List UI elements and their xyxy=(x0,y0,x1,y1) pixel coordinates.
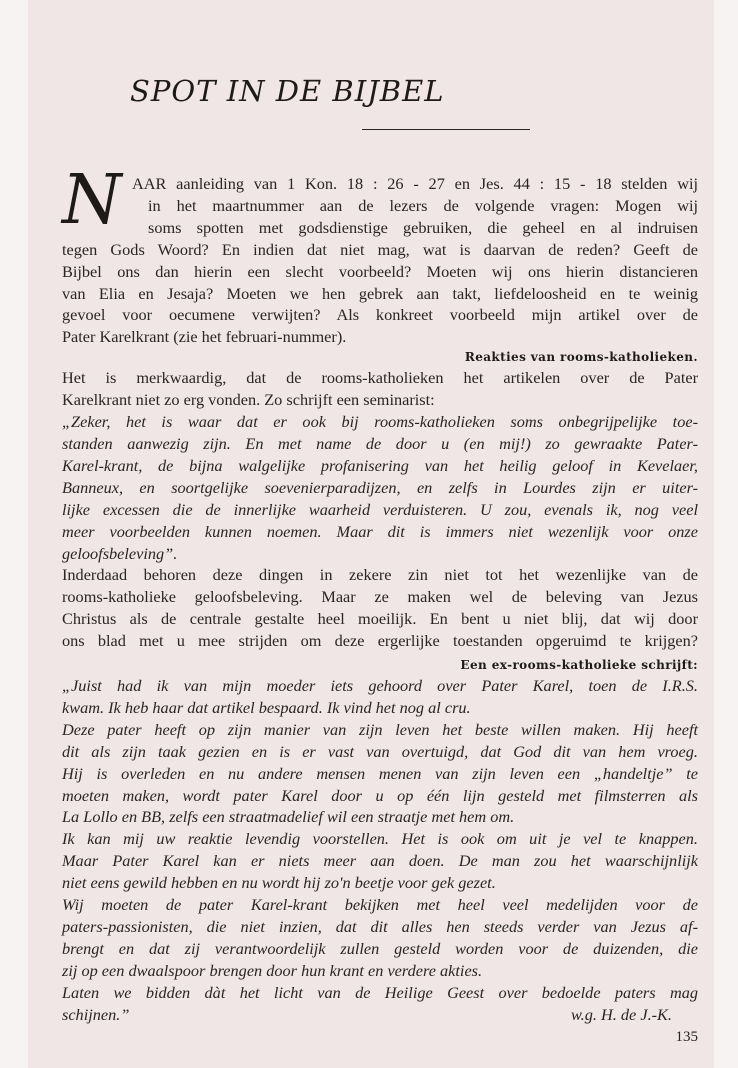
text-line: Ik kan mij uw reaktie levendig voorstellen. Het is ook om uit je vel te knappen. xyxy=(62,829,698,849)
text-line: tegen Gods Woord? En indien dat niet mag, wat is daarvan de reden? Geeft de xyxy=(62,239,698,259)
text-line: Pater Karelkrant (zie het februari-nummer). xyxy=(62,327,347,347)
text-line: van Elia en Jesaja? Moeten we hen gebrek aan takt, liefdeloosheid en te weinig xyxy=(62,283,698,303)
text-line: AAR aanleiding van 1 Kon. 18 : 26 - 27 en Jes. 44 : 15 - 18 stelden wij xyxy=(132,174,698,193)
text-line: ons blad met u mee strijden om deze ergerlijke toestanden opgeruimd te krijgen? xyxy=(62,631,698,651)
section-heading-ex-rooms-katholieke: Een ex-rooms-katholieke schrijft: xyxy=(460,658,698,673)
text-line: Maar Pater Karel kan er niets meer aan doen. De man zou het waarschijnlijk xyxy=(62,851,698,871)
text-line: Deze pater heeft op zijn manier van zijn leven het beste willen maken. Hij heeft xyxy=(62,719,698,739)
text-line: Het is merkwaardig, dat de rooms-katholieken het artikelen over de Pater xyxy=(62,368,698,388)
article-title: SPOT IN DE BIJBEL xyxy=(130,74,445,108)
text-line: Bijbel ons dan hierin een slecht voorbeeld? Moeten wij ons hierin distancieren xyxy=(62,261,698,281)
text-line: Hij is overleden en nu andere mensen menen van zijn leven een „handeltje” te xyxy=(62,763,698,783)
text-line: Karel-krant, de bijna walgelijke profanisering van het heilig geloof in Kevelaer, xyxy=(62,455,698,475)
section-heading-reakties: Reakties van rooms-katholieken. xyxy=(464,350,698,365)
text-line: standen aanwezig zijn. En met name de door u (en mij!) zo gewraakte Pater- xyxy=(62,433,698,453)
text-line: Laten we bidden dàt het licht van de Heilige Geest over bedoelde paters mag xyxy=(62,982,698,1002)
text-line: meer voorbeelden kunnen noemen. Maar dit is immers niet wezenlijk voor onze xyxy=(62,521,698,541)
text-line: in het maartnummer aan de lezers de volgende vragen: Mogen wij xyxy=(148,195,698,215)
text-line: lijke excessen die de innerlijke waarheid verduisteren. U zou, evenals ik, nog veel xyxy=(62,499,698,519)
text-line: brengt en dat zij verantwoordelijk zullen gesteld worden voor de duizenden, die xyxy=(62,938,698,958)
text-line: soms spotten met godsdienstige gebruiken, die geheel en al indruisen xyxy=(148,217,698,237)
text-line: gevoel voor oecumene verwijten? Als konkreet voorbeeld mijn artikel over de xyxy=(62,305,698,325)
text-line: niet eens gewild hebben en nu wordt hij zo'n beetje voor gek gezet. xyxy=(62,873,496,893)
text-line: La Lollo en BB, zelfs een straatmadelief wil een straatje met hem om. xyxy=(62,807,515,827)
letter-quote xyxy=(62,675,698,1026)
text-line: Inderdaad behoren deze dingen in zekere zin niet tot het wezenlijke van de xyxy=(62,565,698,585)
text-line: „Juist had ik van mijn moeder iets gehoord over Pater Karel, toen de I.R.S. xyxy=(62,676,698,696)
text-line: Banneux, en soortgelijke soevenierparadijzen, en zelfs in Lourdes zijn er uiter- xyxy=(62,477,698,497)
text-line: geloofsbeleving”. xyxy=(62,543,178,563)
drop-cap: N xyxy=(62,161,122,240)
title-divider xyxy=(362,129,530,130)
text-line: rooms-katholieke geloofsbeleving. Maar ze maken wel de beleving van Jezus xyxy=(62,587,698,607)
page-number: 135 xyxy=(675,1028,698,1045)
text-line: paters-passionisten, die niet inzien, dat dit alles hen steeds verder van Jezus af- xyxy=(62,917,698,936)
text-line: Wij moeten de pater Karel-krant bekijken met heel veel medelijden voor de xyxy=(62,895,698,915)
closing-text: schijnen.” xyxy=(62,1004,130,1024)
text-line: moeten maken, wordt pater Karel door u op één lijn gesteld met filmsterren als xyxy=(62,785,698,805)
signature: w.g. H. de J.-K. xyxy=(571,1004,672,1024)
text-line: Christus als de centrale gestalte heel moeilijk. En bent u niet blij, dat wij door xyxy=(62,609,698,629)
article-body xyxy=(62,161,698,1048)
text-line: zij op een dwaalspoor brengen door hun krant en verdere akties. xyxy=(62,960,483,980)
seminarist-quote xyxy=(62,411,698,564)
text-line: kwam. Ik heb haar dat artikel bespaard. Ik vind het nog al cru. xyxy=(62,697,471,717)
text-line: dit als zijn taak gezien en is er vast van overtuigd, dat God dit van hem vroeg. xyxy=(62,741,698,761)
document-page xyxy=(28,0,714,1068)
text-line: „Zeker, het is waar dat er ook bij rooms-katholieken soms onbegrijpelijke toe- xyxy=(62,412,698,432)
closing-line xyxy=(62,1004,698,1026)
intro-paragraph xyxy=(62,161,698,348)
text-line: Karelkrant niet zo erg vonden. Zo schrijft een seminarist: xyxy=(62,390,435,410)
